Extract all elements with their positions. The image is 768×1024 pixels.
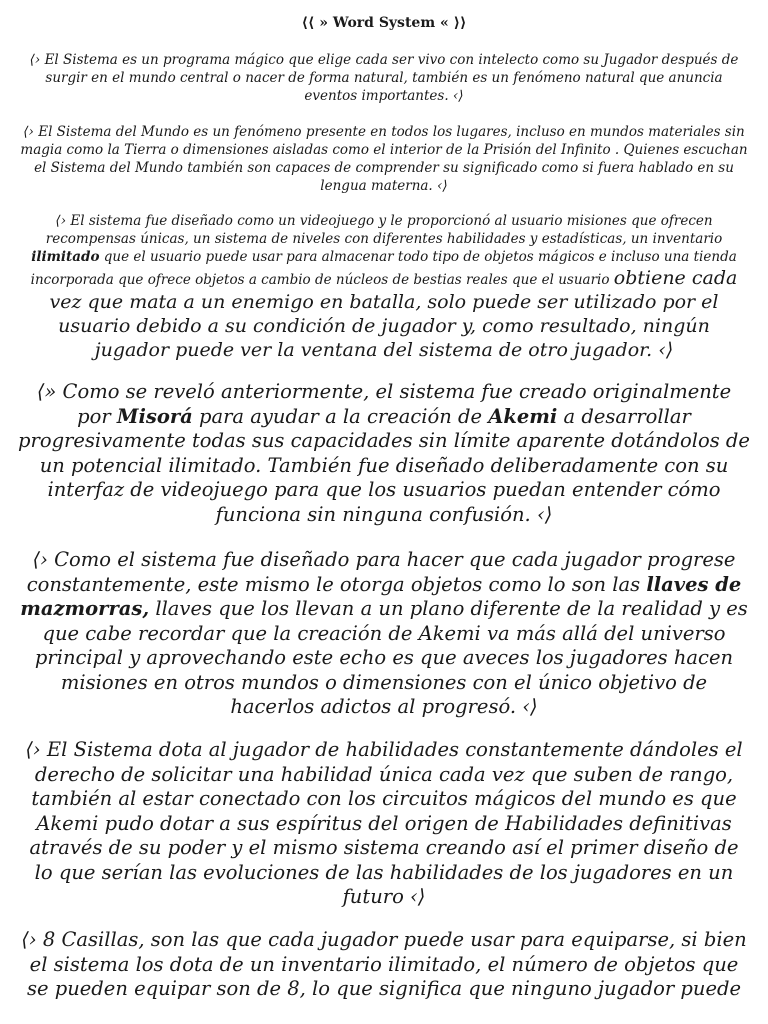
paragraph-videogame-design [18, 212, 750, 362]
paragraph-skills: ⟨› El Sistema dota al jugador de habilidades constantemente dándoles el derecho de solicitar una habilidad única cada vez que suben de rango, también al estar conectado con los circuitos mágicos del mundo es que Akemi pudo dotar a sus espíritus del origen de Habilidades definitivas através de su poder y el mismo sistema creando así el primer diseño de lo que serían las evoluciones de las habilidades de los jugadores en un futuro ‹⟩ [25, 738, 743, 908]
paragraph-equipment-slots: ⟨› 8 Casillas, son las que cada jugador puede usar para equiparse, si bien el sistema los dota de un inventario ilimitado, el número de objetos que se pueden equipar son de 8, lo que significa que ninguno jugador puede [21, 928, 747, 1000]
document-title: ⟨⟨ » Word System « ⟩⟩ [301, 15, 467, 31]
paragraph-system-definition: ⟨› El Sistema es un programa mágico que elige cada ser vivo con intelecto como su Jugador después de surgir en el mundo central o nacer de forma natural, también es un fenómeno natural que anuncia eventos importantes. ‹⟩ [29, 52, 739, 104]
bold-term-ilimitado: ilimitado [31, 249, 100, 265]
paragraph-text: ⟨› El sistema fue diseñado como un videojuego y le proporcionó al usuario misiones que ofrecen recompensas únicas, un sistema de niveles con diferentes habilidades y estadísticas, un inventario [45, 213, 723, 247]
paragraph-text: a desarrollar progresivamente todas sus capacidades sin límite aparente dotándolos de un potencial ilimitado. También fue diseñado deliberadamente con su interfaz de videojuego para que los usuarios puedan entender cómo funciona sin ninguna confusión. ‹⟩ [18, 404, 750, 526]
bold-term-akemi: Akemi [488, 404, 558, 428]
bold-term-misora: Misorá [116, 404, 193, 428]
paragraph-text: llaves que los llevan a un plano diferente de la realidad y es que cabe recordar que la creación de Akemi va más allá del universo principal y aprovechando este echo es que aveces los jugadores hacen misiones en otros mundos o dimensiones con el único objetivo de hacerlos adictos al progresó. ‹⟩ [34, 597, 748, 718]
paragraph-system-origin [18, 380, 750, 527]
paragraph-text: obtiene cada vez que mata a un enemigo en batalla, solo puede ser utilizado por el usuario debido a su condición de jugador y, como resultado, ningún jugador puede ver la ventana del sistema de otro jugador. ‹⟩ [49, 267, 738, 361]
paragraph-text: para ayudar a la creación de [198, 404, 483, 428]
paragraph-text: ⟨› Como el sistema fue diseñado para hacer que cada jugador progrese constantemente, este mismo le otorga objetos como lo son las [26, 548, 736, 596]
paragraph-world-system: ⟨› El Sistema del Mundo es un fenómeno presente en todos los lugares, incluso en mundos materiales sin magia como la Tierra o dimensiones aisladas como el interior de la Prisión del Infinito . Quienes escuchan el Sistema del Mundo también son capaces de comprender su significado como si fuera hablado en su lengua materna. ‹⟩ [20, 124, 748, 194]
paragraph-text: que el usuario puede usar para almacenar todo tipo de objetos mágicos e incluso una tienda incorporada que ofrece objetos a cambio de núcleos de bestias reales que el usuario [30, 249, 737, 288]
bold-term-dungeon-keys: llaves de mazmorras, [20, 572, 742, 620]
paragraph-text: ⟨» Como se reveló anteriormente, el sistema fue creado originalmente por [36, 380, 732, 428]
paragraph-dungeon-keys [18, 548, 750, 720]
